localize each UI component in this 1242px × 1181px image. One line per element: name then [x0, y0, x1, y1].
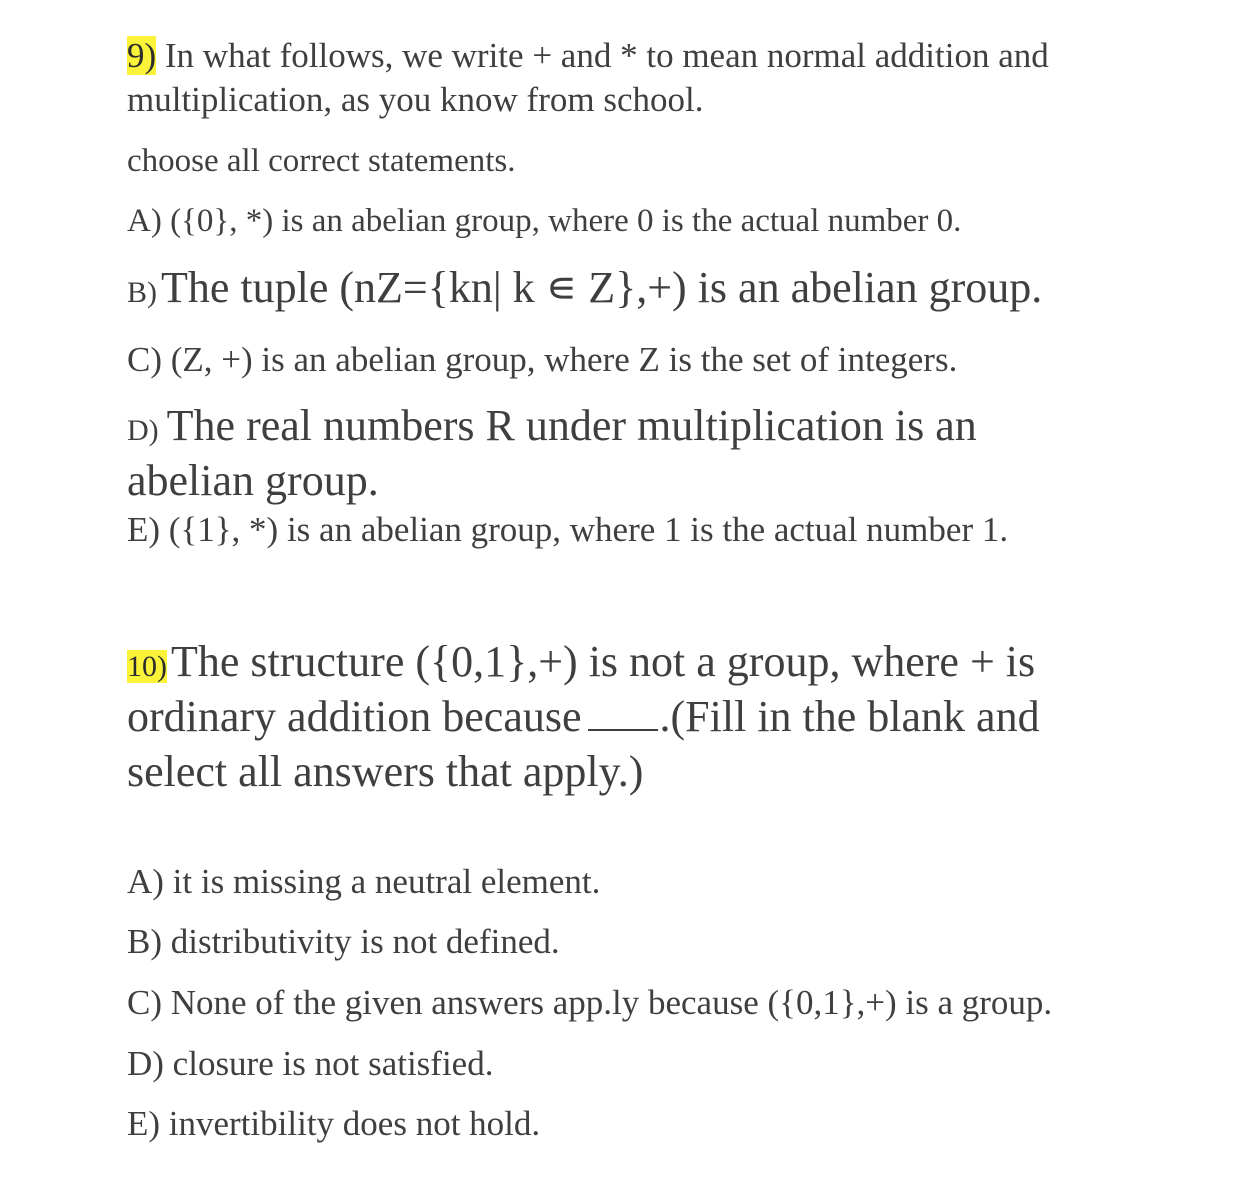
q10-line1	[127, 636, 1035, 687]
q10-option-c[interactable]: C) None of the given answers app.ly because ({0,1},+) is a group.	[127, 983, 1053, 1022]
q9-option-a[interactable]: A) ({0}, *) is an abelian group, where 0 is the actual number 0.	[127, 203, 962, 239]
q9-option-c[interactable]: C) (Z, +) is an abelian group, where Z is the set of integers.	[127, 340, 958, 379]
q10-option-d[interactable]: D) closure is not satisfied.	[127, 1044, 494, 1083]
q10-line2-after: .(Fill in the blank and	[659, 692, 1040, 741]
q9-option-d-text1: The real numbers R under multiplication is an	[166, 401, 977, 450]
fill-in-blank	[588, 721, 658, 731]
q10-option-e[interactable]: E) invertibility does not hold.	[127, 1104, 541, 1143]
q9-intro-line1	[127, 36, 1049, 76]
q9-option-e[interactable]: E) ({1}, *) is an abelian group, where 1 is the actual number 1.	[127, 510, 1009, 549]
q9-instruction: choose all correct statements.	[127, 143, 516, 179]
q9-option-d-text2: abelian group.	[127, 456, 379, 505]
q10-number: 10)	[127, 650, 167, 683]
q10-option-b[interactable]: B) distributivity is not defined.	[127, 922, 560, 961]
q10-line2	[127, 691, 1040, 742]
q9-option-b-text: The tuple (nZ={kn| k ∊ Z},+) is an abelian group.	[161, 263, 1043, 312]
q9-option-d[interactable]	[127, 400, 977, 451]
q9-number: 9)	[127, 36, 157, 75]
q10-line2-before: ordinary addition because	[127, 692, 582, 741]
q9-intro-line2: multiplication, as you know from school.	[127, 80, 704, 119]
q9-option-d-label: D)	[127, 414, 159, 447]
q9-option-b-label: B)	[127, 276, 157, 309]
q10-line1-text: The structure ({0,1},+) is not a group, where + is	[171, 637, 1036, 686]
q10-line3: select all answers that apply.)	[127, 747, 644, 796]
q9-intro-text1: In what follows, we write + and * to mean normal addition and	[164, 36, 1049, 75]
q9-option-b[interactable]	[127, 262, 1042, 313]
q10-option-a[interactable]: A) it is missing a neutral element.	[127, 862, 601, 901]
